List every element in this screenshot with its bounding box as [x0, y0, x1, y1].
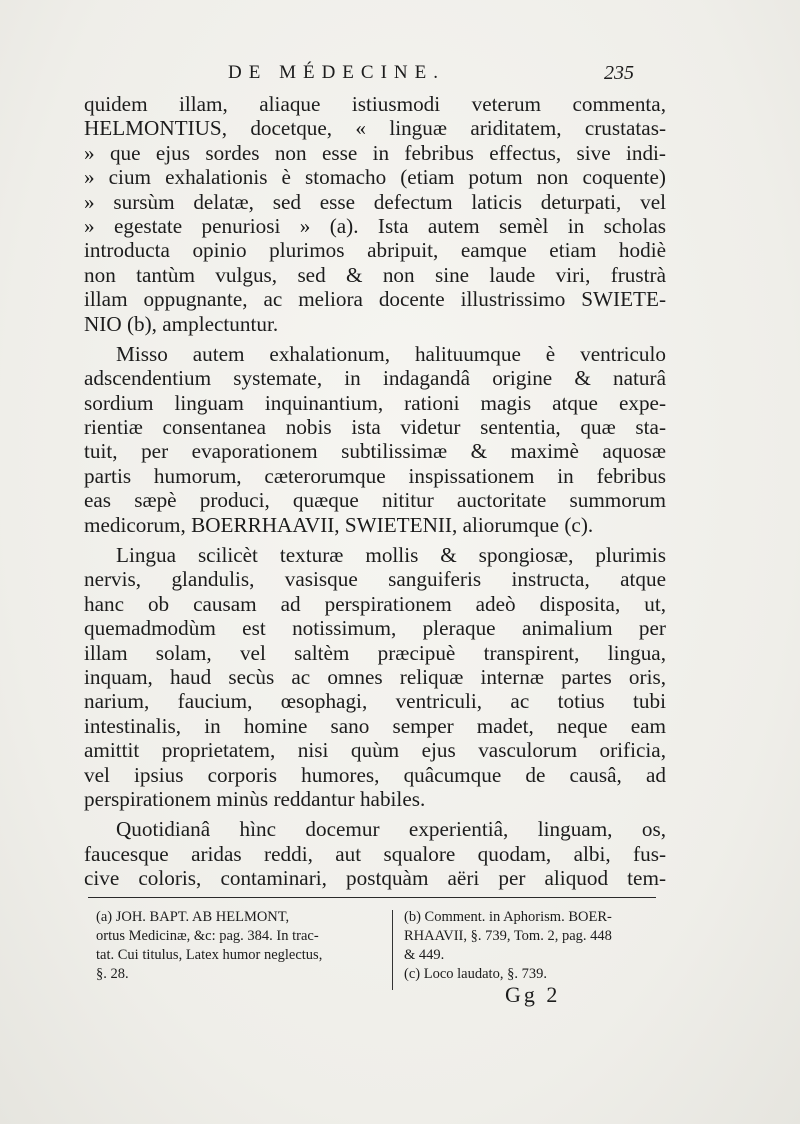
footnote-line: §. 28.: [96, 966, 129, 982]
footnote-line: tat. Cui titulus, Latex humor neglectus,: [96, 947, 323, 963]
footnote-line: (a) JOH. BAPT. AB HELMONT,: [96, 909, 290, 925]
text-line: intestinalis, in homine sano semper madet, neque eam: [84, 713, 666, 738]
body-text: [84, 92, 666, 891]
text-line: Misso autem exhalationum, halituumque è ventriculo: [116, 341, 666, 366]
footnotes-left-column: [96, 908, 386, 984]
text-line: NIO (b), amplectuntur.: [84, 311, 279, 336]
text-line: Lingua scilicèt texturæ mollis & spongiosæ, plurimis: [116, 543, 666, 568]
text-line: hanc ob causam ad perspirationem adeò disposita, ut,: [84, 591, 666, 616]
text-line: partis humorum, cæterorumque inspissationem in febribus: [84, 463, 666, 488]
text-line: adscendentium systemate, in indagandâ origine & naturâ: [84, 366, 666, 391]
text-line: introducta opinio plurimos abripuit, eamque etiam hodiè: [84, 238, 666, 263]
text-line: rientiæ consentanea nobis ista videtur sententia, quæ sta-: [84, 415, 666, 440]
page-number: 235: [604, 62, 634, 84]
text-line: » cium exhalationis è stomacho (etiam potum non coquente): [84, 165, 666, 190]
text-line: vel ipsius corporis humores, quâcumque de causâ, ad: [84, 762, 666, 787]
text-line: illam solam, vel saltèm præcipuè transpirent, lingua,: [84, 640, 666, 665]
text-line: illam oppugnante, ac meliora docente illustrissimo SWIETE-: [84, 287, 666, 312]
footnote-line: RHAAVII, §. 739, Tom. 2, pag. 448: [404, 928, 612, 944]
text-line: faucesque aridas reddi, aut squalore quodam, albi, fus-: [84, 841, 666, 866]
footnote-column-divider: [392, 910, 393, 990]
text-line: medicorum, BOERRHAAVII, SWIETENII, aliorumque (c).: [84, 512, 594, 537]
signature-mark: Gg 2: [505, 982, 561, 1007]
text-line: Quotidianâ hìnc docemur experientiâ, linguam, os,: [116, 817, 666, 842]
text-line: quemadmodùm est notissimum, pleraque animalium per: [84, 616, 666, 641]
text-line: HELMONTIUS, docetque, « linguæ ariditatem, crustatas-: [84, 116, 666, 141]
text-line: tuit, per evaporationem subtilissimæ & maximè aquosæ: [84, 439, 666, 464]
text-line: nervis, glandulis, vasisque sanguiferis instructa, atque: [84, 567, 666, 592]
running-title: DE MÉDECINE.: [228, 62, 445, 83]
footnote-line: (c) Loco laudato, §. 739.: [404, 966, 547, 982]
text-line: non tantùm vulgus, sed & non sine laude viri, frustrà: [84, 262, 666, 287]
text-line: » egestate penuriosi » (a). Ista autem semèl in scholas: [84, 213, 666, 238]
footnotes-right-column: [404, 908, 666, 984]
text-line: eas sæpè produci, quæque nititur auctoritate summorum: [84, 488, 666, 513]
text-line: amittit proprietatem, nisi quùm ejus vasculorum orificia,: [84, 738, 666, 763]
text-line: sordium linguam inquinantium, rationi magis atque expe-: [84, 390, 666, 415]
footnote-line: & 449.: [404, 947, 445, 963]
page-header: [0, 62, 800, 90]
text-line: narium, faucium, œsophagi, ventriculi, ac totius tubi: [84, 689, 666, 714]
text-line: quidem illam, aliaque istiusmodi veterum commenta,: [84, 92, 666, 116]
text-line: cive coloris, contaminari, postquàm aëri per aliquod tem-: [84, 866, 666, 891]
footnote-line: ortus Medicinæ, &c: pag. 384. In trac-: [96, 928, 319, 944]
text-line: perspirationem minùs reddantur habiles.: [84, 786, 426, 811]
text-line: inquam, haud secùs ac omnes reliquæ internæ partes oris,: [84, 664, 666, 689]
text-line: » que ejus sordes non esse in febribus effectus, sive indi-: [84, 140, 666, 165]
footnote-line: (b) Comment. in Aphorism. BOER-: [404, 909, 612, 925]
footnote-rule: [88, 897, 656, 898]
text-line: » sursùm delatæ, sed esse defectum laticis deturpati, vel: [84, 189, 666, 214]
